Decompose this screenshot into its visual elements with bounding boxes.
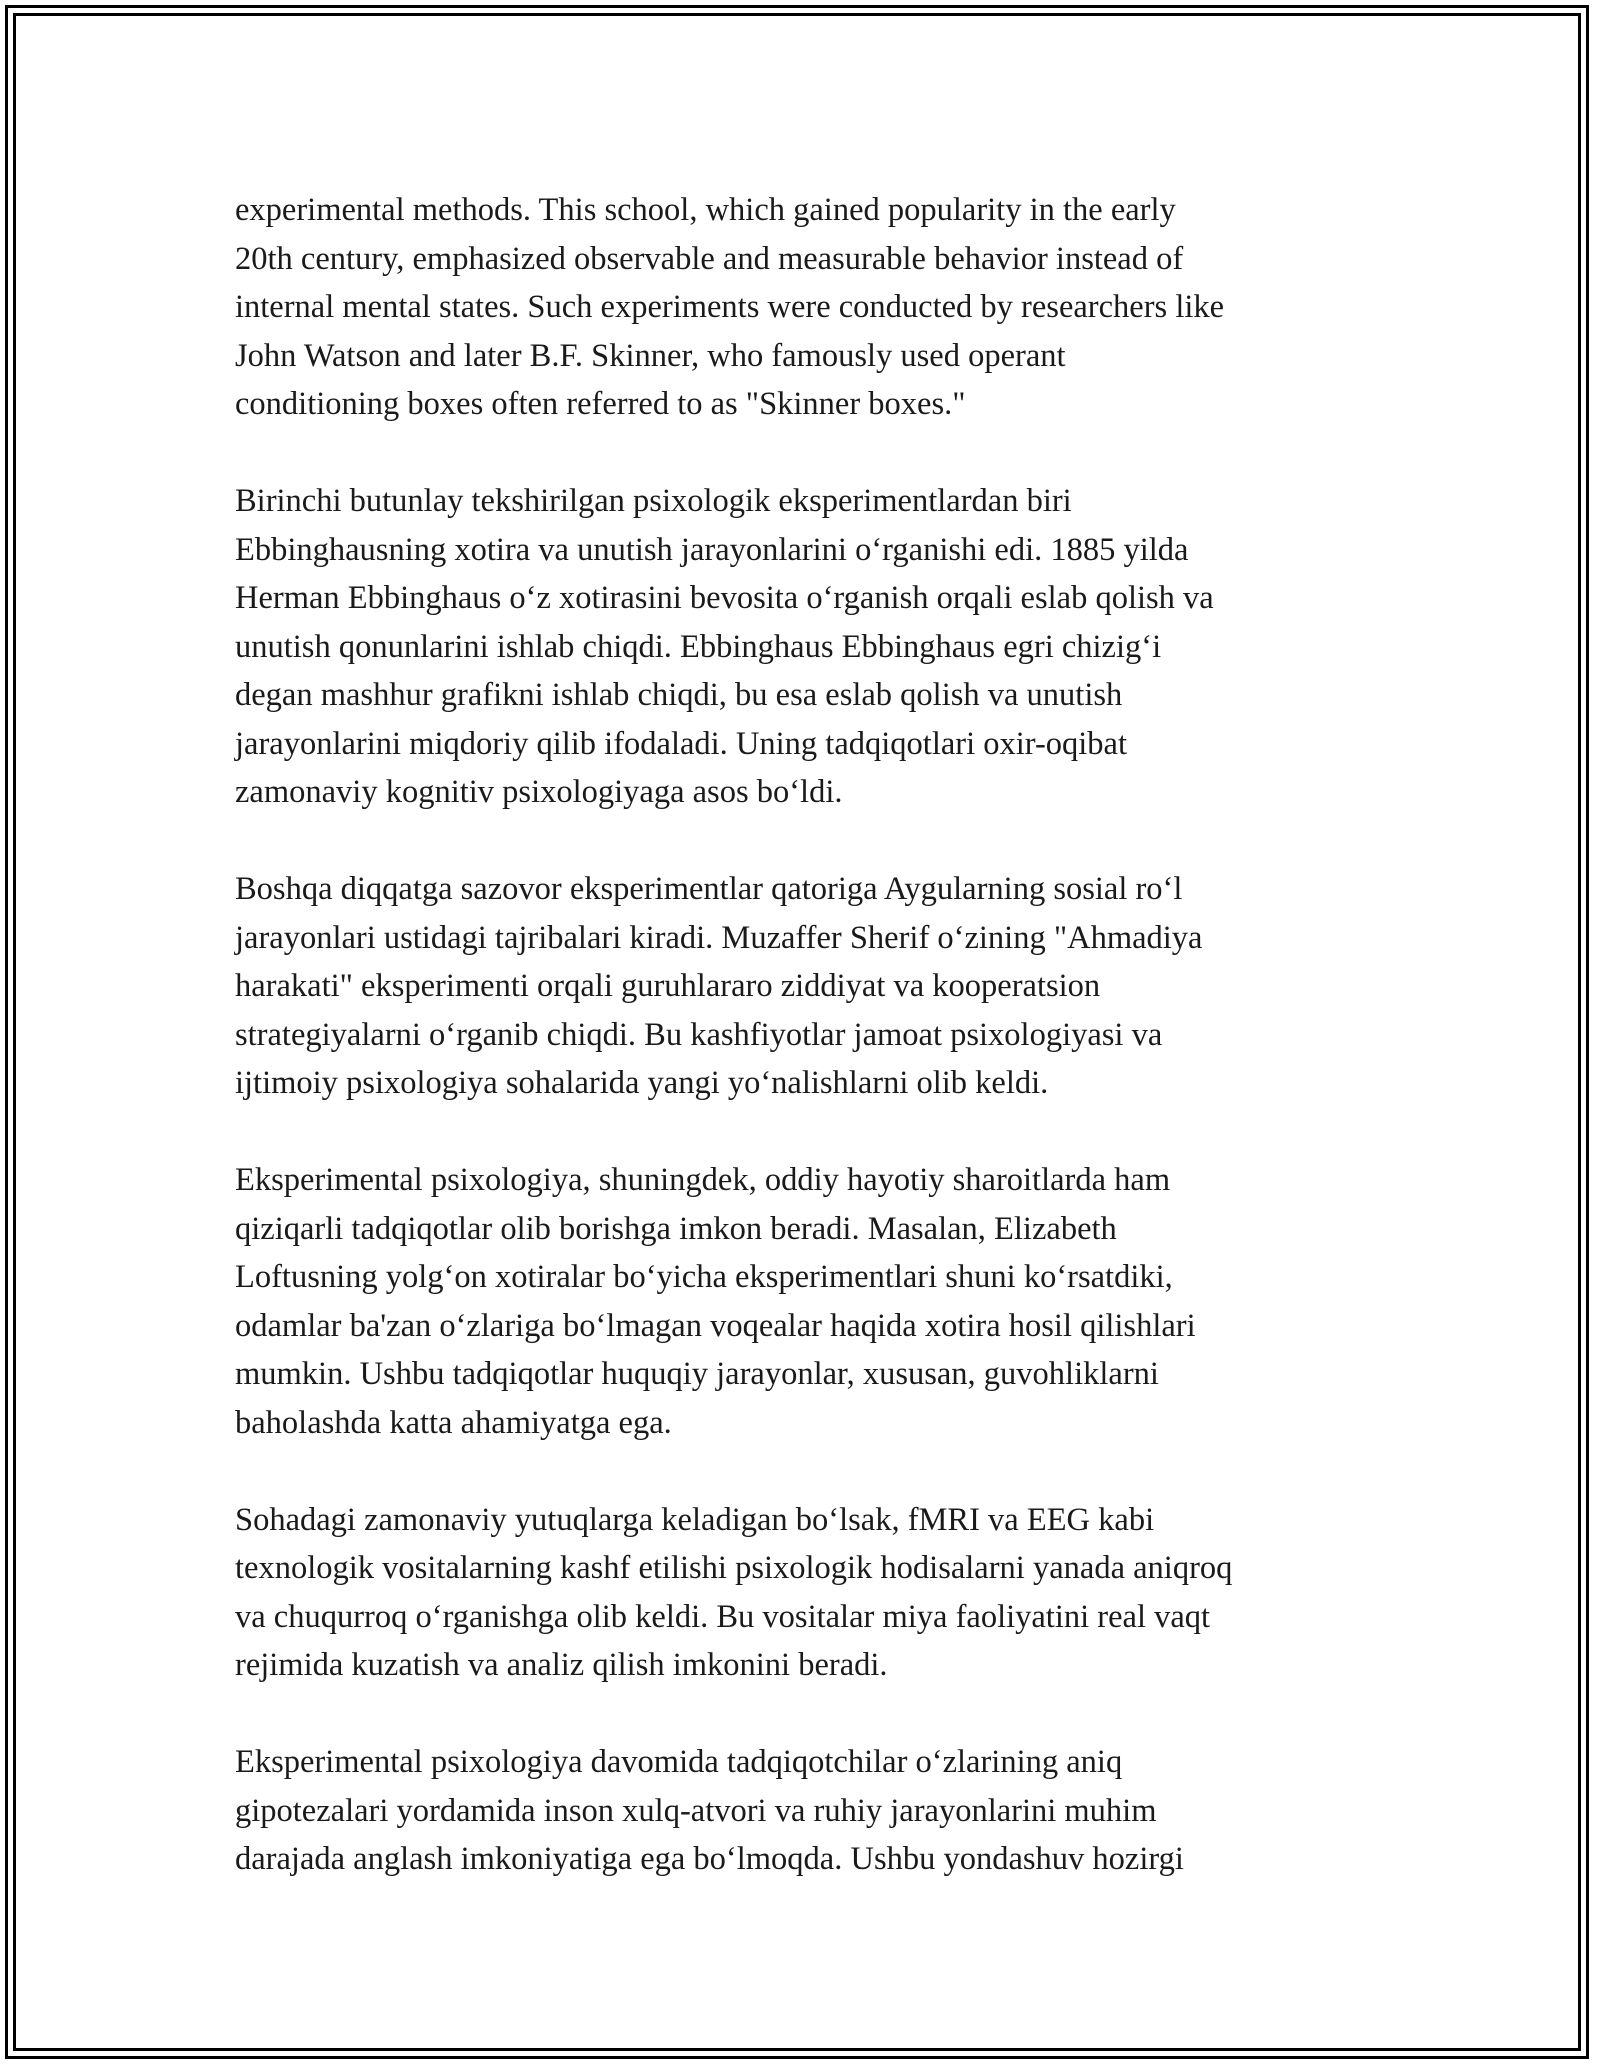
text-line: jarayonlari ustidagi tajribalari kiradi. Muzaffer Sherif o‘zining "Ahmadiya [235,919,1203,956]
text-line: Sohadagi zamonaviy yutuqlarga keladigan bo‘lsak, fMRI va EEG kabi [235,1501,1155,1538]
text-line: Ebbinghausning xotira va unutish jarayonlarini o‘rganishi edi. 1885 yilda [235,531,1189,568]
text-line: Eksperimental psixologiya davomida tadqiqotchilar o‘zlarining aniq [235,1744,1123,1780]
text-line: Herman Ebbinghaus o‘z xotirasini bevosita o‘rganish orqali eslab qolish va [235,580,1214,616]
paragraph-sherif [235,865,1385,1108]
paragraph-fmri-eeg [235,1496,1385,1690]
text-line: qiziqarli tadqiqotlar olib borishga imkon beradi. Masalan, Elizabeth [235,1210,1117,1247]
text-line: Boshqa diqqatga sazovor eksperimentlar qatoriga Aygularning sosial ro‘l [235,871,1183,907]
text-line: darajada anglash imkoniyatiga ega bo‘lmoqda. Ushbu yondashuv hozirgi [235,1841,1184,1877]
text-line: unutish qonunlarini ishlab chiqdi. Ebbinghaus Ebbinghaus egri chizig‘i [235,628,1162,665]
paragraph-conclusion [235,1738,1385,1884]
text-line: zamonaviy kognitiv psixologiyaga asos bo‘ldi. [235,774,843,810]
text-line: rejimida kuzatish va analiz qilish imkonini beradi. [235,1647,888,1683]
text-line: internal mental states. Such experiments were conducted by researchers like [235,289,1225,325]
text-line: mumkin. Ushbu tadqiqotlar huquqiy jarayonlar, xususan, guvohliklarni [235,1356,1159,1392]
text-line: 20th century, emphasized observable and measurable behavior instead of [235,240,1184,277]
text-line: Birinchi butunlay tekshirilgan psixologik eksperimentlardan biri [235,483,1072,519]
text-line: va chuqurroq o‘rganishga olib keldi. Bu vositalar miya faoliyatini real vaqt [235,1598,1211,1635]
text-line: gipotezalari yordamida inson xulq-atvori va ruhiy jarayonlarini muhim [235,1792,1157,1829]
text-line: harakati" eksperimenti orqali guruhlararo ziddiyat va kooperatsion [235,968,1101,1004]
text-line: ijtimoiy psixologiya sohalarida yangi yo‘nalishlarni olib keldi. [235,1065,1049,1101]
text-line: baholashda katta ahamiyatga ega. [235,1404,672,1441]
paragraph-behaviorism [235,186,1385,429]
text-line: John Watson and later B.F. Skinner, who famously used operant [235,337,1066,374]
text-line: Eksperimental psixologiya, shuningdek, oddiy hayotiy sharoitlarda ham [235,1162,1171,1198]
document-body [235,186,1385,1884]
text-line: conditioning boxes often referred to as "Skinner boxes." [235,386,966,422]
text-line: experimental methods. This school, which gained popularity in the early [235,192,1176,228]
text-line: Loftusning yolg‘on xotiralar bo‘yicha eksperimentlari shuni ko‘rsatdiki, [235,1259,1173,1295]
paragraph-ebbinghaus [235,477,1385,817]
text-line: strategiyalarni o‘rganib chiqdi. Bu kashfiyotlar jamoat psixologiyasi va [235,1016,1163,1053]
text-line: degan mashhur grafikni ishlab chiqdi, bu esa eslab qolish va unutish [235,677,1123,713]
text-line: odamlar ba'zan o‘zlariga bo‘lmagan voqealar haqida xotira hosil qilishlari [235,1307,1196,1344]
paragraph-loftus [235,1156,1385,1447]
text-line: jarayonlarini miqdoriy qilib ifodaladi. Uning tadqiqotlari oxir-oqibat [235,725,1128,762]
text-line: texnologik vositalarning kashf etilishi psixologik hodisalarni yanada aniqroq [235,1550,1233,1586]
